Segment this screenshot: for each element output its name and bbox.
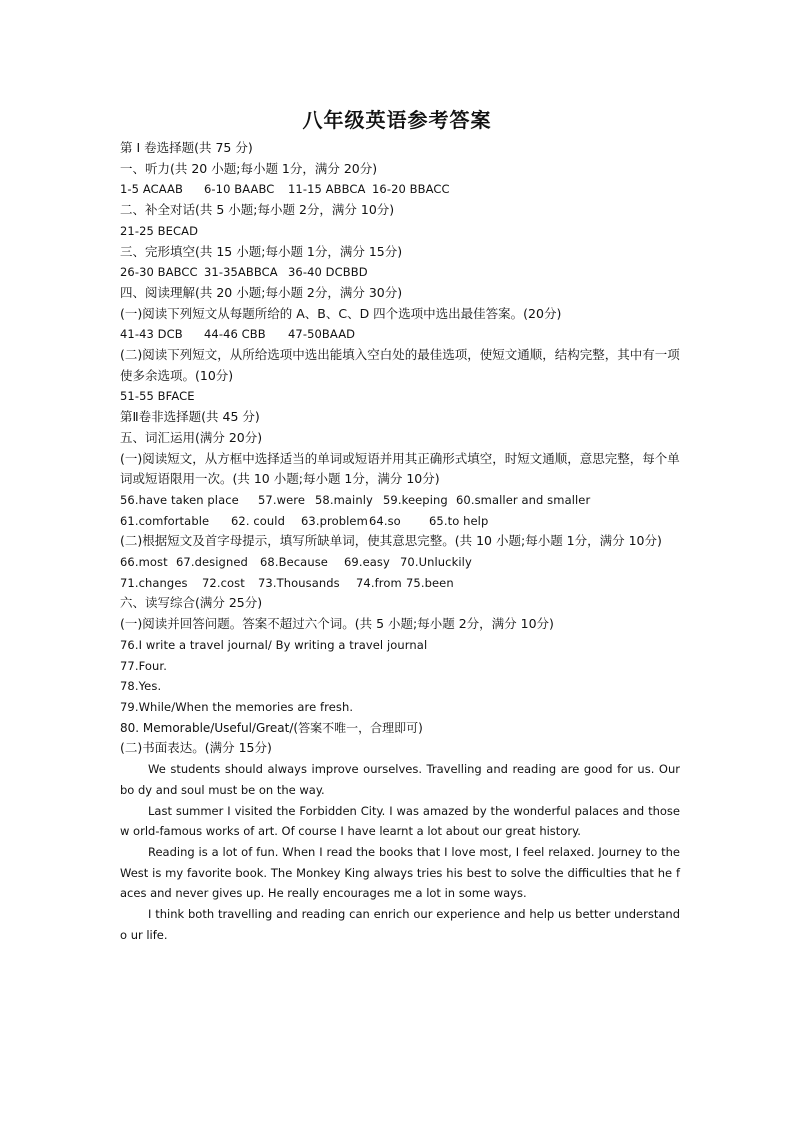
answer-item: 74.from [356,575,402,590]
cloze-heading: 三、完形填空(共 15 小题;每小题 1分，满分 15分) [120,243,403,259]
answer-content [120,138,680,945]
rw-answer: 79.While/When the memories are fresh. [120,699,354,714]
rw-sec2-heading: (二)书面表达。(满分 15分) [120,740,272,756]
answer-item: 73.Thousands [258,575,340,590]
answer-group: 6-10 BAABC [204,182,275,197]
answer-item: 75.been [406,575,454,590]
answer-item: 71.changes [120,575,188,590]
answer-item: 68.Because [260,555,328,570]
answer-group: 36-40 DCBBD [288,265,368,280]
answer-group: 44-46 CBB [204,327,266,342]
answer-item: 59.keeping [383,492,448,507]
vocab-sec2-row2 [120,573,680,594]
reading-sec2-answers [120,386,680,407]
answer-item: 61.comfortable [120,513,210,528]
rw-answer: 76.I write a travel journal/ By writing a travel journal [120,637,428,652]
answer-item: 66.most [120,555,168,570]
answer-item: 62. could [231,513,285,528]
vocab-sec2-row1 [120,552,680,573]
answer-group: 41-43 DCB [120,327,183,342]
model-essay [120,759,680,945]
reading-sec1-answers [120,324,680,345]
reading-sec2-heading: (二)阅读下列短文，从所给选项中选出能填入空白处的最佳选项，使短文通顺，结构完整，其中有一项使多余选项。(10分) [120,347,680,383]
rw-answer: 77.Four. [120,658,167,673]
cloze-answers [120,262,680,283]
answer-item: 63.problem [301,513,368,528]
rw-sec1-heading: (一)阅读并回答问题。答案不超过六个词。(共 5 小题;每小题 2分，满分 10分) [120,616,554,632]
answer-group: 51-55 BFACE [120,389,195,404]
page-title: 八年级英语参考答案 [302,108,492,132]
answer-item: 60.smaller and smaller [456,492,591,507]
essay-paragraph: Last summer I visited the Forbidden City. I was amazed by the wonderful palaces and those w orld-famous works of art. Of course I have learnt a lot about our great history. [120,803,680,839]
listening-answers [120,179,680,200]
essay-paragraph: Reading is a lot of fun. When I read the books that I love most, I feel relaxed. Journey to the West is my favorite book. The Monkey King always tries his best to solve the difficulties that he f aces and never gives up. He really encourages me a lot in some ways. [120,844,680,901]
answer-item: 58.mainly [315,492,373,507]
vocab-sec1-heading: (一)阅读短文，从方框中选择适当的单词或短语并用其正确形式填空，时短文通顺，意思完整，每个单词或短语限用一次。(共 10 小题;每小题 1分，满分 10分) [120,450,680,487]
answer-group: 47-50BAAD [288,327,356,342]
rw-answer: 78.Yes. [120,679,162,694]
listening-heading: 一、听力(共 20 小题;每小题 1分，满分 20分) [120,160,378,176]
essay-paragraph: We students should always improve ourselves. Travelling and reading are good for us. Our bo dy and soul must be on the way. [120,762,680,797]
answer-item: 70.Unluckily [400,555,472,570]
answer-item: 65.to help [429,513,489,528]
dialogue-heading: 二、补全对话(共 5 小题;每小题 2分，满分 10分) [120,202,395,218]
answer-item: 69.easy [344,555,390,570]
answer-item: 72.cost [202,575,245,590]
rw-heading: 六、读写综合(满分 25分) [120,595,263,611]
part2-heading: 第Ⅱ卷非选择题(共 45 分) [120,409,260,425]
answer-group: 16-20 BBACC [372,182,450,197]
vocab-sec2-heading: (二)根据短文及首字母提示，填写所缺单词，使其意思完整。(共 10 小题;每小题 1分，满分 10分) [120,533,662,549]
vocab-heading: 五、词汇运用(满分 20分) [120,429,263,445]
answer-group: 26-30 BABCC [120,265,198,280]
reading-heading: 四、阅读理解(共 20 小题;每小题 2分，满分 30分) [120,284,403,300]
essay-paragraph: I think both travelling and reading can enrich our experience and help us better understand o ur life. [120,907,680,942]
answer-group: 21-25 BECAD [120,223,199,238]
vocab-sec1-row2 [120,511,680,532]
answer-item: 64.so [369,513,401,528]
answer-item: 56.have taken place [120,492,239,507]
answer-group: 31-35ABBCA [204,265,278,280]
dialogue-answers [120,221,680,242]
answer-item: 67.designed [176,555,248,570]
reading-sec1-heading: (一)阅读下列短文从每题所给的 A、B、C、D 四个选项中选出最佳答案。(20分) [120,305,562,321]
answer-group: 11-15 ABBCA [288,182,366,197]
answer-item: 57.were [258,492,306,507]
answer-group: 1-5 ACAAB [120,182,183,197]
rw-answer: 80. Memorable/Useful/Great/(答案不唯一，合理即可) [120,720,423,735]
vocab-sec1-row1 [120,490,680,511]
part1-heading: 第 I 卷选择题(共 75 分) [120,140,253,155]
